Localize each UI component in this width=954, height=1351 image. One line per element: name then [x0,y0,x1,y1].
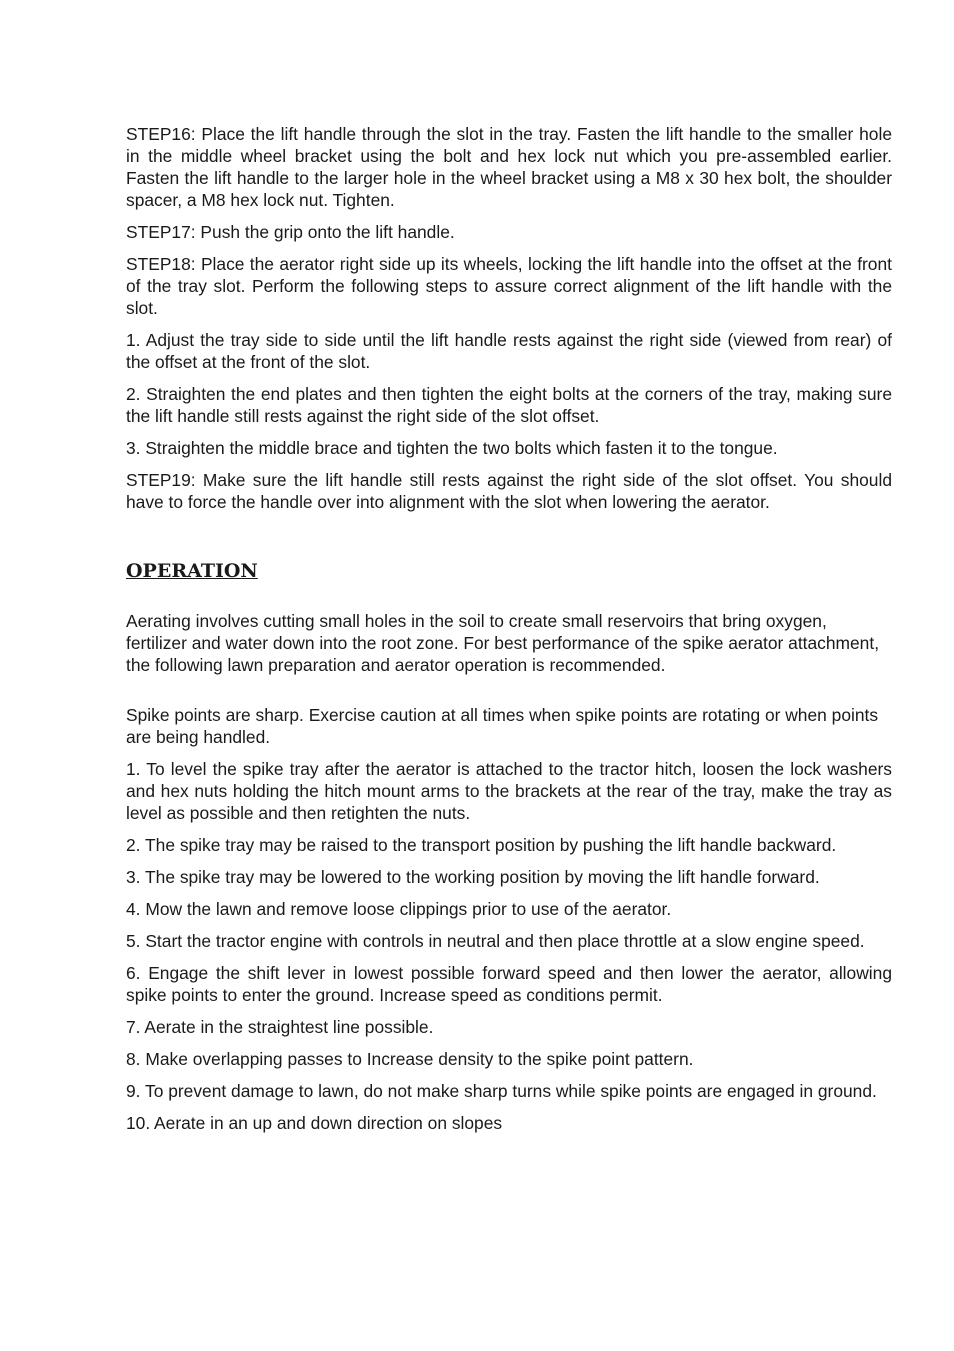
alignment-step-1: 1. Adjust the tray side to side until the lift handle rests against the right side (viewed from rear) of the offset at the front of the slot. [126,330,892,372]
list-item: 10. Aerate in an up and down direction on slopes [126,1113,503,1133]
document-page [126,123,892,1144]
list-item: 6. Engage the shift lever in lowest possible forward speed and then lower the aerator, allowing spike points to enter the ground. Increase speed as conditions permit. [126,963,892,1005]
step-17: STEP17: Push the grip onto the lift handle. [126,222,455,242]
list-item: 3. The spike tray may be lowered to the working position by moving the lift handle forward. [126,867,820,887]
list-item: 8. Make overlapping passes to Increase density to the spike point pattern. [126,1049,694,1069]
operation-heading: OPERATION [126,560,258,582]
alignment-step-2: 2. Straighten the end plates and then tighten the eight bolts at the corners of the tray, making sure the lift handle still rests against the right side of the slot offset. [126,384,892,426]
alignment-step-3: 3. Straighten the middle brace and tighten the two bolts which fasten it to the tongue. [126,438,778,458]
caution-text: Spike points are sharp. Exercise caution at all times when spike points are rotating or when points are being handled. [126,705,879,747]
operation-intro: Aerating involves cutting small holes in the soil to create small reservoirs that bring oxygen, fertilizer and water down into the root zone. For best performance of the spike aerator attachment, the following lawn preparation and aerator operation is recommended. [126,611,880,675]
list-item: 7. Aerate in the straightest line possible. [126,1017,434,1037]
list-item: 1. To level the spike tray after the aerator is attached to the tractor hitch, loosen the lock washers and hex nuts holding the hitch mount arms to the brackets at the rear of the tray, make the tray as level as possible and then retighten the nuts. [126,759,892,823]
list-item: 9. To prevent damage to lawn, do not make sharp turns while spike points are engaged in ground. [126,1081,877,1101]
list-item: 2. The spike tray may be raised to the transport position by pushing the lift handle backward. [126,835,837,855]
list-item: 5. Start the tractor engine with controls in neutral and then place throttle at a slow engine speed. [126,931,865,951]
step-16: STEP16: Place the lift handle through the slot in the tray. Fasten the lift handle to the smaller hole in the middle wheel bracket using the bolt and hex lock nut which you pre-assembled earlier. Fasten the lift handle to the larger hole in the wheel bracket using a M8 x 30 hex bolt, the shoulder spacer, a M8 hex lock nut. Tighten. [126,124,892,210]
step-18: STEP18: Place the aerator right side up its wheels, locking the lift handle into the offset at the front of the tray slot. Perform the following steps to assure correct alignment of the lift handle with the slot. [126,254,892,318]
step-19: STEP19: Make sure the lift handle still rests against the right side of the slot offset. You should have to force the handle over into alignment with the slot when lowering the aerator. [126,470,892,512]
list-item: 4. Mow the lawn and remove loose clippings prior to use of the aerator. [126,899,672,919]
